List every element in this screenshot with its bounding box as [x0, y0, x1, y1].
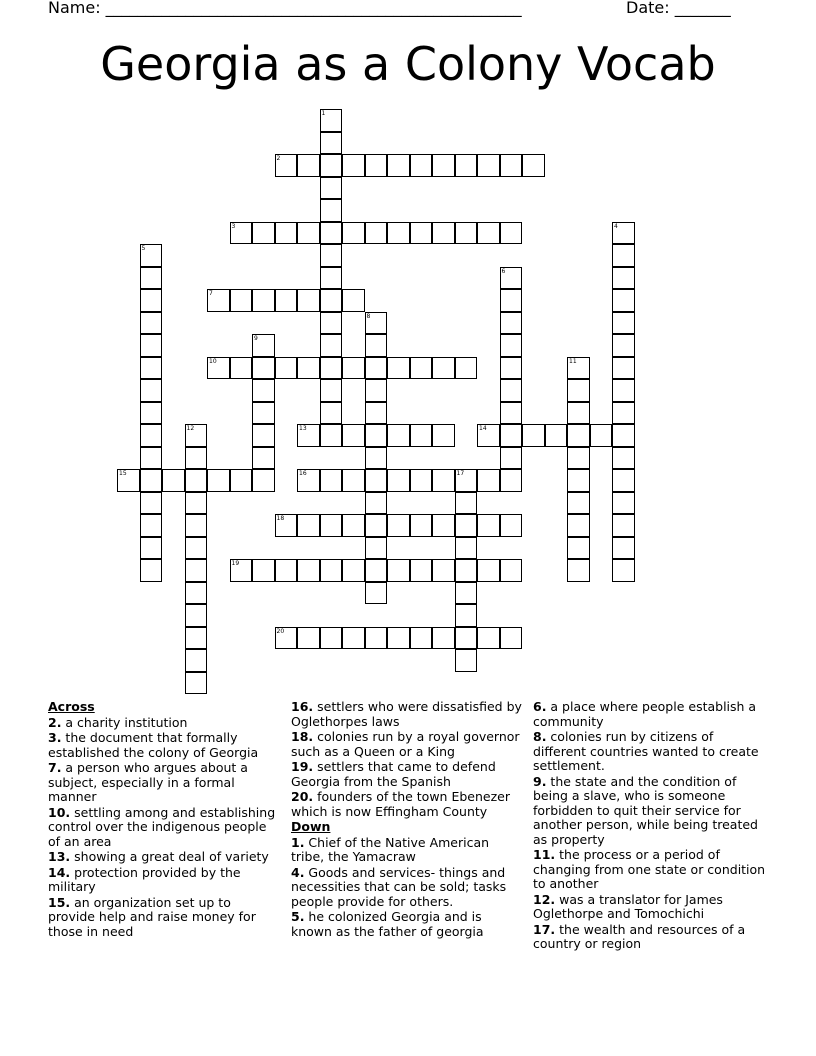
- clue-text: the process or a period of changing from one state or condition to another: [533, 847, 766, 891]
- crossword-cell[interactable]: [612, 379, 635, 402]
- crossword-cell[interactable]: [140, 402, 163, 425]
- crossword-cell[interactable]: [230, 357, 253, 380]
- crossword-cell[interactable]: [320, 244, 343, 267]
- crossword-cell[interactable]: [590, 424, 613, 447]
- crossword-cell[interactable]: [387, 357, 410, 380]
- cell-number: 2: [276, 155, 281, 162]
- page-title: Georgia as a Colony Vocab: [100, 37, 716, 91]
- cell-number: 17: [456, 470, 465, 477]
- crossword-cell[interactable]: [140, 312, 163, 335]
- crossword-cell[interactable]: [410, 154, 433, 177]
- crossword-cell[interactable]: [500, 627, 523, 650]
- clue-item: [48, 896, 280, 940]
- crossword-cell[interactable]: [387, 469, 410, 492]
- clue-number: 9.: [533, 773, 547, 789]
- crossword-cell[interactable]: [117, 469, 140, 492]
- cell-number: 15: [119, 470, 127, 477]
- cell-number: 19: [231, 560, 240, 567]
- crossword-cell[interactable]: [432, 559, 455, 582]
- crossword-cell[interactable]: [140, 424, 163, 447]
- crossword-cell[interactable]: [140, 559, 163, 582]
- clue-number: 1.: [291, 834, 305, 850]
- clue-text: the state and the condition of being a slave, who is someone forbidden to quit their service for another person, while being treated as property: [533, 773, 758, 847]
- crossword-cell[interactable]: [365, 334, 388, 357]
- clue-number: 18.: [291, 729, 314, 744]
- crossword-cell[interactable]: [365, 447, 388, 470]
- crossword-cell[interactable]: [612, 402, 635, 425]
- crossword-cell[interactable]: [342, 154, 365, 177]
- crossword-cell[interactable]: [320, 334, 343, 357]
- crossword-cell[interactable]: [500, 447, 523, 470]
- clue-number: 15.: [48, 894, 71, 910]
- cell-number: 12: [186, 425, 195, 432]
- crossword-cell[interactable]: [185, 514, 208, 537]
- crossword-cell[interactable]: [320, 177, 343, 200]
- crossword-cell[interactable]: [500, 559, 523, 582]
- crossword-cell[interactable]: [320, 514, 343, 537]
- crossword-cell[interactable]: [140, 267, 163, 290]
- crossword-cell[interactable]: [320, 154, 343, 177]
- crossword-cell[interactable]: [252, 334, 275, 357]
- clue-item: [533, 700, 769, 729]
- crossword-cell[interactable]: [477, 627, 500, 650]
- crossword-cell[interactable]: [455, 559, 478, 582]
- crossword-cell[interactable]: [252, 402, 275, 425]
- crossword-cell[interactable]: [275, 357, 298, 380]
- crossword-cell[interactable]: [320, 469, 343, 492]
- crossword-cell[interactable]: [432, 424, 455, 447]
- crossword-cell[interactable]: [567, 537, 590, 560]
- crossword-cell[interactable]: [500, 289, 523, 312]
- clue-item: [291, 760, 523, 789]
- crossword-cell[interactable]: [522, 154, 545, 177]
- crossword-cell[interactable]: [387, 154, 410, 177]
- crossword-cell[interactable]: [252, 379, 275, 402]
- crossword-cell[interactable]: [612, 537, 635, 560]
- crossword-cell[interactable]: [185, 627, 208, 650]
- crossword-cell[interactable]: [342, 469, 365, 492]
- clue-item: [48, 761, 280, 805]
- crossword-cell[interactable]: [500, 334, 523, 357]
- cell-number: 9: [254, 335, 258, 342]
- crossword-cell[interactable]: [207, 469, 230, 492]
- crossword-cell[interactable]: [387, 559, 410, 582]
- crossword-cell[interactable]: [185, 649, 208, 672]
- crossword-cell[interactable]: [612, 514, 635, 537]
- crossword-cell[interactable]: [275, 289, 298, 312]
- crossword-cell[interactable]: [612, 559, 635, 582]
- crossword-cell[interactable]: [500, 469, 523, 492]
- header: [48, 0, 746, 20]
- crossword-cell[interactable]: [410, 514, 433, 537]
- crossword-cell[interactable]: [297, 424, 320, 447]
- crossword-cell[interactable]: [410, 469, 433, 492]
- crossword-cell[interactable]: [320, 627, 343, 650]
- crossword-cell[interactable]: [500, 312, 523, 335]
- crossword-cell[interactable]: [410, 627, 433, 650]
- crossword-cell[interactable]: [410, 559, 433, 582]
- clue-text: a charity institution: [61, 714, 188, 730]
- crossword-cell[interactable]: [387, 627, 410, 650]
- crossword-cell[interactable]: [252, 447, 275, 470]
- clue-item: [291, 910, 523, 939]
- clue-text: the document that formally established the colony of Georgia: [48, 730, 259, 760]
- cell-number: 14: [479, 425, 487, 432]
- crossword-cell[interactable]: [252, 424, 275, 447]
- crossword-cell[interactable]: [612, 447, 635, 470]
- down-clue-list-continued: [533, 700, 769, 952]
- crossword-cell[interactable]: [342, 559, 365, 582]
- clue-number: 14.: [48, 864, 71, 880]
- crossword-cell[interactable]: [455, 154, 478, 177]
- crossword-cell[interactable]: [500, 402, 523, 425]
- crossword-cell[interactable]: [455, 582, 478, 605]
- crossword-cell[interactable]: [545, 424, 568, 447]
- cell-number: 20: [276, 627, 285, 635]
- crossword-cell[interactable]: [387, 222, 410, 245]
- clue-text: a person who argues about a subject, especially in a formal manner: [48, 760, 248, 804]
- crossword-cell[interactable]: [140, 469, 163, 492]
- clues-column-3: [533, 700, 769, 953]
- crossword-cell[interactable]: [455, 492, 478, 515]
- crossword-cell[interactable]: [365, 379, 388, 402]
- crossword-cell[interactable]: [320, 424, 343, 447]
- clue-number: 7.: [48, 760, 62, 775]
- crossword-cell[interactable]: [432, 627, 455, 650]
- crossword-cell[interactable]: [455, 469, 478, 492]
- crossword-cell[interactable]: [230, 289, 253, 312]
- clue-number: 20.: [291, 789, 314, 804]
- clues-column-2: [291, 700, 523, 940]
- crossword-cell[interactable]: [612, 312, 635, 335]
- crossword-cell[interactable]: [365, 357, 388, 380]
- crossword-cell[interactable]: [432, 357, 455, 380]
- clue-text: a place where people establish a community: [533, 699, 757, 729]
- crossword-cell[interactable]: [477, 469, 500, 492]
- crossword-cell[interactable]: [297, 222, 320, 245]
- crossword-cell[interactable]: [320, 379, 343, 402]
- clue-item: [291, 866, 523, 910]
- clue-item: [48, 850, 280, 865]
- down-heading: Down: [291, 819, 331, 834]
- crossword-cell[interactable]: [410, 424, 433, 447]
- crossword-cell[interactable]: [140, 492, 163, 515]
- cell-number: 5: [141, 245, 146, 252]
- cell-number: 10: [209, 357, 217, 365]
- crossword-cell[interactable]: [320, 357, 343, 380]
- crossword-cell[interactable]: [320, 132, 343, 155]
- clue-number: 17.: [533, 921, 556, 937]
- across-clue-list-continued: [291, 700, 523, 819]
- crossword-cell[interactable]: [297, 469, 320, 492]
- crossword-cell[interactable]: [275, 559, 298, 582]
- crossword-cell[interactable]: [387, 514, 410, 537]
- crossword-cell[interactable]: [522, 424, 545, 447]
- crossword-cell[interactable]: [500, 222, 523, 245]
- crossword-cell[interactable]: [252, 357, 275, 380]
- clue-text: settling among and establishing control over the indigenous people of an area: [48, 804, 276, 849]
- crossword-cell[interactable]: [612, 267, 635, 290]
- clue-item: [533, 893, 769, 922]
- clue-text: colonies run by citizens of different countries wanted to create settlement.: [533, 729, 759, 773]
- cell-number: 1: [321, 110, 326, 117]
- crossword-cell[interactable]: [140, 447, 163, 470]
- crossword-cell[interactable]: [365, 514, 388, 537]
- cell-number: 13: [299, 425, 307, 432]
- crossword-cell[interactable]: [477, 559, 500, 582]
- crossword-cell[interactable]: [320, 199, 343, 222]
- crossword-cell[interactable]: [455, 649, 478, 672]
- clues-column-1: [48, 700, 280, 940]
- crossword-cell[interactable]: [140, 289, 163, 312]
- crossword-cell[interactable]: [365, 559, 388, 582]
- clue-text: Goods and services- things and necessities that can be sold; tasks people provide for others.: [291, 864, 507, 909]
- crossword-cell[interactable]: [297, 559, 320, 582]
- clue-item: [48, 806, 280, 850]
- clue-text: he colonized Georgia and is known as the father of georgia: [291, 909, 484, 939]
- crossword-cell[interactable]: [612, 469, 635, 492]
- date-field-label[interactable]: Date: _______: [626, 0, 731, 17]
- crossword-cell[interactable]: [387, 424, 410, 447]
- cell-number: 4: [614, 222, 618, 230]
- clue-text: Chief of the Native American tribe, the Yamacraw: [291, 834, 490, 864]
- across-clue-list: [48, 716, 280, 940]
- crossword-cell[interactable]: [230, 559, 253, 582]
- crossword-cell[interactable]: [252, 469, 275, 492]
- clue-item: [291, 730, 523, 759]
- crossword-cell[interactable]: [342, 222, 365, 245]
- clue-number: 4.: [291, 864, 305, 880]
- clue-number: 3.: [48, 730, 62, 745]
- crossword-cell[interactable]: [567, 379, 590, 402]
- crossword-cell[interactable]: [140, 334, 163, 357]
- clue-text: protection provided by the military: [48, 864, 241, 894]
- crossword-cell[interactable]: [297, 627, 320, 650]
- crossword-cell[interactable]: [455, 514, 478, 537]
- crossword-cell[interactable]: [432, 222, 455, 245]
- clue-text: was a translator for James Oglethorpe and Tomochichi: [533, 891, 723, 921]
- crossword-cell[interactable]: [477, 154, 500, 177]
- crossword-cell[interactable]: [477, 424, 500, 447]
- clue-number: 10.: [48, 804, 71, 820]
- crossword-cell[interactable]: [252, 289, 275, 312]
- crossword-cell[interactable]: [365, 222, 388, 245]
- crossword-cell[interactable]: [500, 424, 523, 447]
- crossword-cell[interactable]: [185, 604, 208, 627]
- clue-item: [291, 700, 523, 729]
- crossword-cell[interactable]: [207, 289, 230, 312]
- crossword-cell[interactable]: [320, 402, 343, 425]
- crossword-cell[interactable]: [252, 559, 275, 582]
- crossword-cell[interactable]: [342, 424, 365, 447]
- crossword-cell[interactable]: [477, 222, 500, 245]
- clue-number: 16.: [291, 699, 314, 714]
- crossword-cell[interactable]: [185, 492, 208, 515]
- crossword-cell[interactable]: [365, 402, 388, 425]
- crossword-cell[interactable]: [185, 447, 208, 470]
- crossword-cell[interactable]: [410, 222, 433, 245]
- clue-item: [291, 836, 523, 865]
- clue-text: settlers that came to defend Georgia from the Spanish: [291, 759, 496, 789]
- crossword-cell[interactable]: [432, 469, 455, 492]
- crossword-cell[interactable]: [365, 469, 388, 492]
- crossword-cell[interactable]: [455, 604, 478, 627]
- crossword-cell[interactable]: [185, 582, 208, 605]
- crossword-cell[interactable]: [185, 672, 208, 695]
- clue-text: showing a great deal of variety: [70, 849, 269, 864]
- crossword-cell[interactable]: [320, 267, 343, 290]
- clue-number: 13.: [48, 849, 71, 864]
- crossword-cell[interactable]: [320, 289, 343, 312]
- crossword-cell[interactable]: [297, 514, 320, 537]
- crossword-cell[interactable]: [140, 244, 163, 267]
- crossword-cell[interactable]: [410, 357, 433, 380]
- crossword-cell[interactable]: [500, 267, 523, 290]
- crossword-cell[interactable]: [185, 537, 208, 560]
- crossword-cell[interactable]: [320, 559, 343, 582]
- crossword-cell[interactable]: [567, 402, 590, 425]
- crossword-cell[interactable]: [567, 469, 590, 492]
- crossword-cell[interactable]: [500, 357, 523, 380]
- crossword-cell[interactable]: [455, 222, 478, 245]
- crossword-cell[interactable]: [567, 514, 590, 537]
- clue-number: 19.: [291, 759, 314, 774]
- crossword-cell[interactable]: [432, 154, 455, 177]
- crossword-cell[interactable]: [140, 357, 163, 380]
- crossword-cell[interactable]: [365, 312, 388, 335]
- crossword-cell[interactable]: [365, 492, 388, 515]
- crossword-cell[interactable]: [365, 154, 388, 177]
- crossword-cell[interactable]: [185, 469, 208, 492]
- crossword-cell[interactable]: [342, 289, 365, 312]
- crossword-cell[interactable]: [567, 559, 590, 582]
- clue-item: [533, 923, 769, 952]
- crossword-cell[interactable]: [612, 492, 635, 515]
- crossword-cell[interactable]: [365, 424, 388, 447]
- crossword-cell[interactable]: [275, 154, 298, 177]
- cell-number: 18: [276, 515, 285, 522]
- crossword-cell[interactable]: [230, 469, 253, 492]
- cell-number: 3: [231, 222, 236, 230]
- crossword-cell[interactable]: [567, 357, 590, 380]
- crossword-cell[interactable]: [230, 222, 253, 245]
- crossword-cell[interactable]: [432, 514, 455, 537]
- cell-number: 7: [209, 290, 213, 297]
- crossword-cell[interactable]: [252, 222, 275, 245]
- crossword-cell[interactable]: [500, 154, 523, 177]
- crossword-cell[interactable]: [320, 222, 343, 245]
- crossword-cell[interactable]: [297, 357, 320, 380]
- cell-number: 6: [501, 267, 506, 275]
- crossword-cell[interactable]: [320, 312, 343, 335]
- crossword-cell[interactable]: [365, 537, 388, 560]
- crossword-cell[interactable]: [612, 289, 635, 312]
- crossword-cell[interactable]: [185, 559, 208, 582]
- clue-number: 8.: [533, 729, 547, 744]
- clue-text: the wealth and resources of a country or region: [533, 921, 746, 951]
- crossword-cell[interactable]: [320, 109, 343, 132]
- cell-number: 8: [366, 312, 371, 320]
- crossword-cell[interactable]: [275, 627, 298, 650]
- crossword-cell[interactable]: [275, 514, 298, 537]
- crossword-cell[interactable]: [612, 244, 635, 267]
- crossword-cell[interactable]: [612, 424, 635, 447]
- crossword-cell[interactable]: [297, 154, 320, 177]
- clue-text: founders of the town Ebenezer which is now Effingham County: [291, 789, 510, 819]
- crossword-cell[interactable]: [162, 469, 185, 492]
- crossword-cell[interactable]: [500, 514, 523, 537]
- crossword-cell[interactable]: [342, 357, 365, 380]
- crossword-cell[interactable]: [477, 514, 500, 537]
- clue-item: [48, 716, 280, 731]
- down-clue-list: [291, 836, 523, 940]
- clue-item: [533, 775, 769, 848]
- clue-number: 2.: [48, 714, 62, 730]
- clue-text: colonies run by a royal governor such as a Queen or a King: [291, 729, 520, 759]
- crossword-cell[interactable]: [365, 582, 388, 605]
- crossword-cell[interactable]: [567, 447, 590, 470]
- crossword-cell[interactable]: [612, 222, 635, 245]
- crossword-cell[interactable]: [567, 492, 590, 515]
- crossword-cell[interactable]: [297, 289, 320, 312]
- clue-item: [48, 731, 280, 760]
- clue-item: [533, 848, 769, 892]
- clue-text: settlers who were dissatisfied by Oglethorpes laws: [291, 699, 522, 729]
- clue-text: an organization set up to provide help and raise money for those in need: [48, 894, 256, 939]
- clue-item: [48, 866, 280, 895]
- crossword-cell[interactable]: [185, 424, 208, 447]
- crossword-cell[interactable]: [342, 514, 365, 537]
- clue-number: 5.: [291, 909, 305, 924]
- cell-number: 11: [569, 357, 577, 365]
- crossword-cell[interactable]: [612, 357, 635, 380]
- clue-item: [533, 730, 769, 774]
- crossword-cell[interactable]: [455, 357, 478, 380]
- crossword-cell[interactable]: [140, 379, 163, 402]
- crossword-cell[interactable]: [455, 627, 478, 650]
- clue-number: 6.: [533, 699, 547, 714]
- crossword-cell[interactable]: [140, 537, 163, 560]
- crossword-cell[interactable]: [455, 537, 478, 560]
- across-heading: Across: [48, 699, 95, 714]
- crossword-cell[interactable]: [275, 222, 298, 245]
- clue-number: 11.: [533, 847, 556, 862]
- crossword-cell[interactable]: [612, 334, 635, 357]
- crossword-cell[interactable]: [342, 627, 365, 650]
- name-field-label[interactable]: Name: ____________________________________________________: [48, 0, 522, 17]
- crossword-cell[interactable]: [567, 424, 590, 447]
- crossword-cell[interactable]: [500, 379, 523, 402]
- clue-number: 12.: [533, 891, 556, 907]
- cell-number: 16: [299, 470, 307, 477]
- crossword-cell[interactable]: [140, 514, 163, 537]
- crossword-cell[interactable]: [365, 627, 388, 650]
- crossword-cell[interactable]: [207, 357, 230, 380]
- clue-item: [291, 790, 523, 819]
